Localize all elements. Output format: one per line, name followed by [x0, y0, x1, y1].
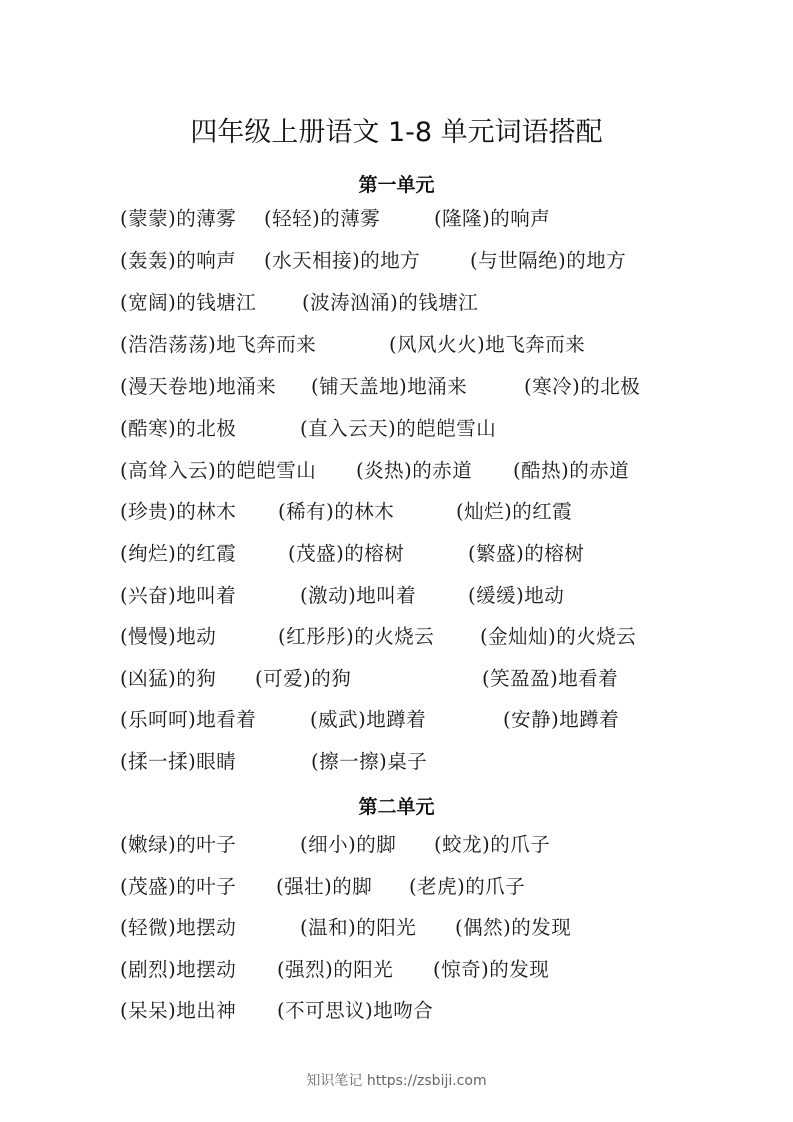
- phrase: (宽阔)的钱塘江: [120, 291, 257, 314]
- phrase: (灿烂)的红霞: [456, 500, 573, 523]
- phrase: (兴奋)地叫着: [120, 584, 237, 607]
- phrase: (繁盛)的榕树: [468, 542, 585, 565]
- phrase: (漫天卷地)地涌来: [120, 375, 277, 398]
- phrase: (轰轰)的响声: [120, 249, 237, 272]
- phrase: (揉一揉)眼睛: [120, 750, 237, 773]
- unit2-row: [0, 913, 793, 943]
- phrase: (蒙蒙)的薄雾: [120, 207, 237, 230]
- unit1-row: [0, 246, 793, 276]
- phrase: (呆呆)地出神: [120, 999, 237, 1022]
- unit1-row: [0, 497, 793, 527]
- phrase: (寒冷)的北极: [524, 375, 641, 398]
- unit1-row: [0, 705, 793, 735]
- phrase: (茂盛)的叶子: [120, 875, 237, 898]
- phrase: (金灿灿)的火烧云: [480, 625, 637, 648]
- phrase: (笑盈盈)地看着: [482, 667, 619, 690]
- unit1-row: [0, 456, 793, 486]
- page-title: 四年级上册语文 1-8 单元词语搭配: [190, 117, 603, 148]
- phrase: (铺天盖地)地涌来: [311, 375, 468, 398]
- unit1-row: [0, 622, 793, 652]
- unit1-row: [0, 581, 793, 611]
- unit1-row: [0, 330, 793, 360]
- unit1-row: [0, 372, 793, 402]
- phrase: (酷热)的赤道: [513, 459, 630, 482]
- phrase: (酷寒)的北极: [120, 417, 237, 440]
- unit1-row: [0, 664, 793, 694]
- unit1-row: [0, 747, 793, 777]
- phrase: (安静)地蹲着: [503, 708, 620, 731]
- unit2-row: [0, 830, 793, 860]
- phrase: (风风火火)地飞奔而来: [389, 333, 586, 356]
- phrase: (擦一擦)桌子: [311, 750, 428, 773]
- phrase: (波涛汹涌)的钱塘江: [302, 291, 479, 314]
- unit1-heading: 第一单元: [358, 174, 435, 196]
- phrase: (高耸入云)的皑皑雪山: [120, 459, 317, 482]
- phrase: (剧烈)地摆动: [120, 958, 237, 981]
- unit1-row: [0, 414, 793, 444]
- phrase: (绚烂)的红霞: [120, 542, 237, 565]
- phrase: (轻微)地摆动: [120, 916, 237, 939]
- phrase: (慢慢)地动: [120, 625, 217, 648]
- unit1-row: [0, 288, 793, 318]
- unit2-heading: 第二单元: [358, 796, 435, 818]
- phrase: (老虎)的爪子: [409, 875, 526, 898]
- phrase: (嫩绿)的叶子: [120, 833, 237, 856]
- phrase: (与世隔绝)的地方: [470, 249, 627, 272]
- phrase: (可爱)的狗: [255, 667, 352, 690]
- phrase: (强壮)的脚: [276, 875, 373, 898]
- phrase: (茂盛)的榕树: [288, 542, 405, 565]
- phrase: (直入云天)的皑皑雪山: [300, 417, 497, 440]
- phrase: (轻轻)的薄雾: [264, 207, 381, 230]
- phrase: (浩浩荡荡)地飞奔而来: [120, 333, 317, 356]
- phrase: (威武)地蹲着: [310, 708, 427, 731]
- unit2-row: [0, 872, 793, 902]
- phrase: (凶猛)的狗: [120, 667, 217, 690]
- phrase: (红彤彤)的火烧云: [278, 625, 435, 648]
- phrase: (强烈)的阳光: [277, 958, 394, 981]
- phrase: (隆隆)的响声: [434, 207, 551, 230]
- phrase: (温和)的阳光: [300, 916, 417, 939]
- phrase: (炎热)的赤道: [356, 459, 473, 482]
- phrase: (乐呵呵)地看着: [120, 708, 257, 731]
- footer-watermark: 知识笔记 https://zsbiji.com: [306, 1073, 487, 1089]
- phrase: (激动)地叫着: [300, 584, 417, 607]
- unit1-row: [0, 539, 793, 569]
- phrase: (缓缓)地动: [468, 584, 565, 607]
- phrase: (水天相接)的地方: [264, 249, 421, 272]
- phrase: (不可思议)地吻合: [277, 999, 434, 1022]
- phrase: (蛟龙)的爪子: [434, 833, 551, 856]
- phrase: (珍贵)的林木: [120, 500, 237, 523]
- phrase: (偶然)的发现: [455, 916, 572, 939]
- phrase: (稀有)的林木: [278, 500, 395, 523]
- unit2-row: [0, 996, 793, 1026]
- phrase: (惊奇)的发现: [433, 958, 550, 981]
- phrase: (细小)的脚: [300, 833, 397, 856]
- unit2-row: [0, 955, 793, 985]
- unit1-row: [0, 204, 793, 234]
